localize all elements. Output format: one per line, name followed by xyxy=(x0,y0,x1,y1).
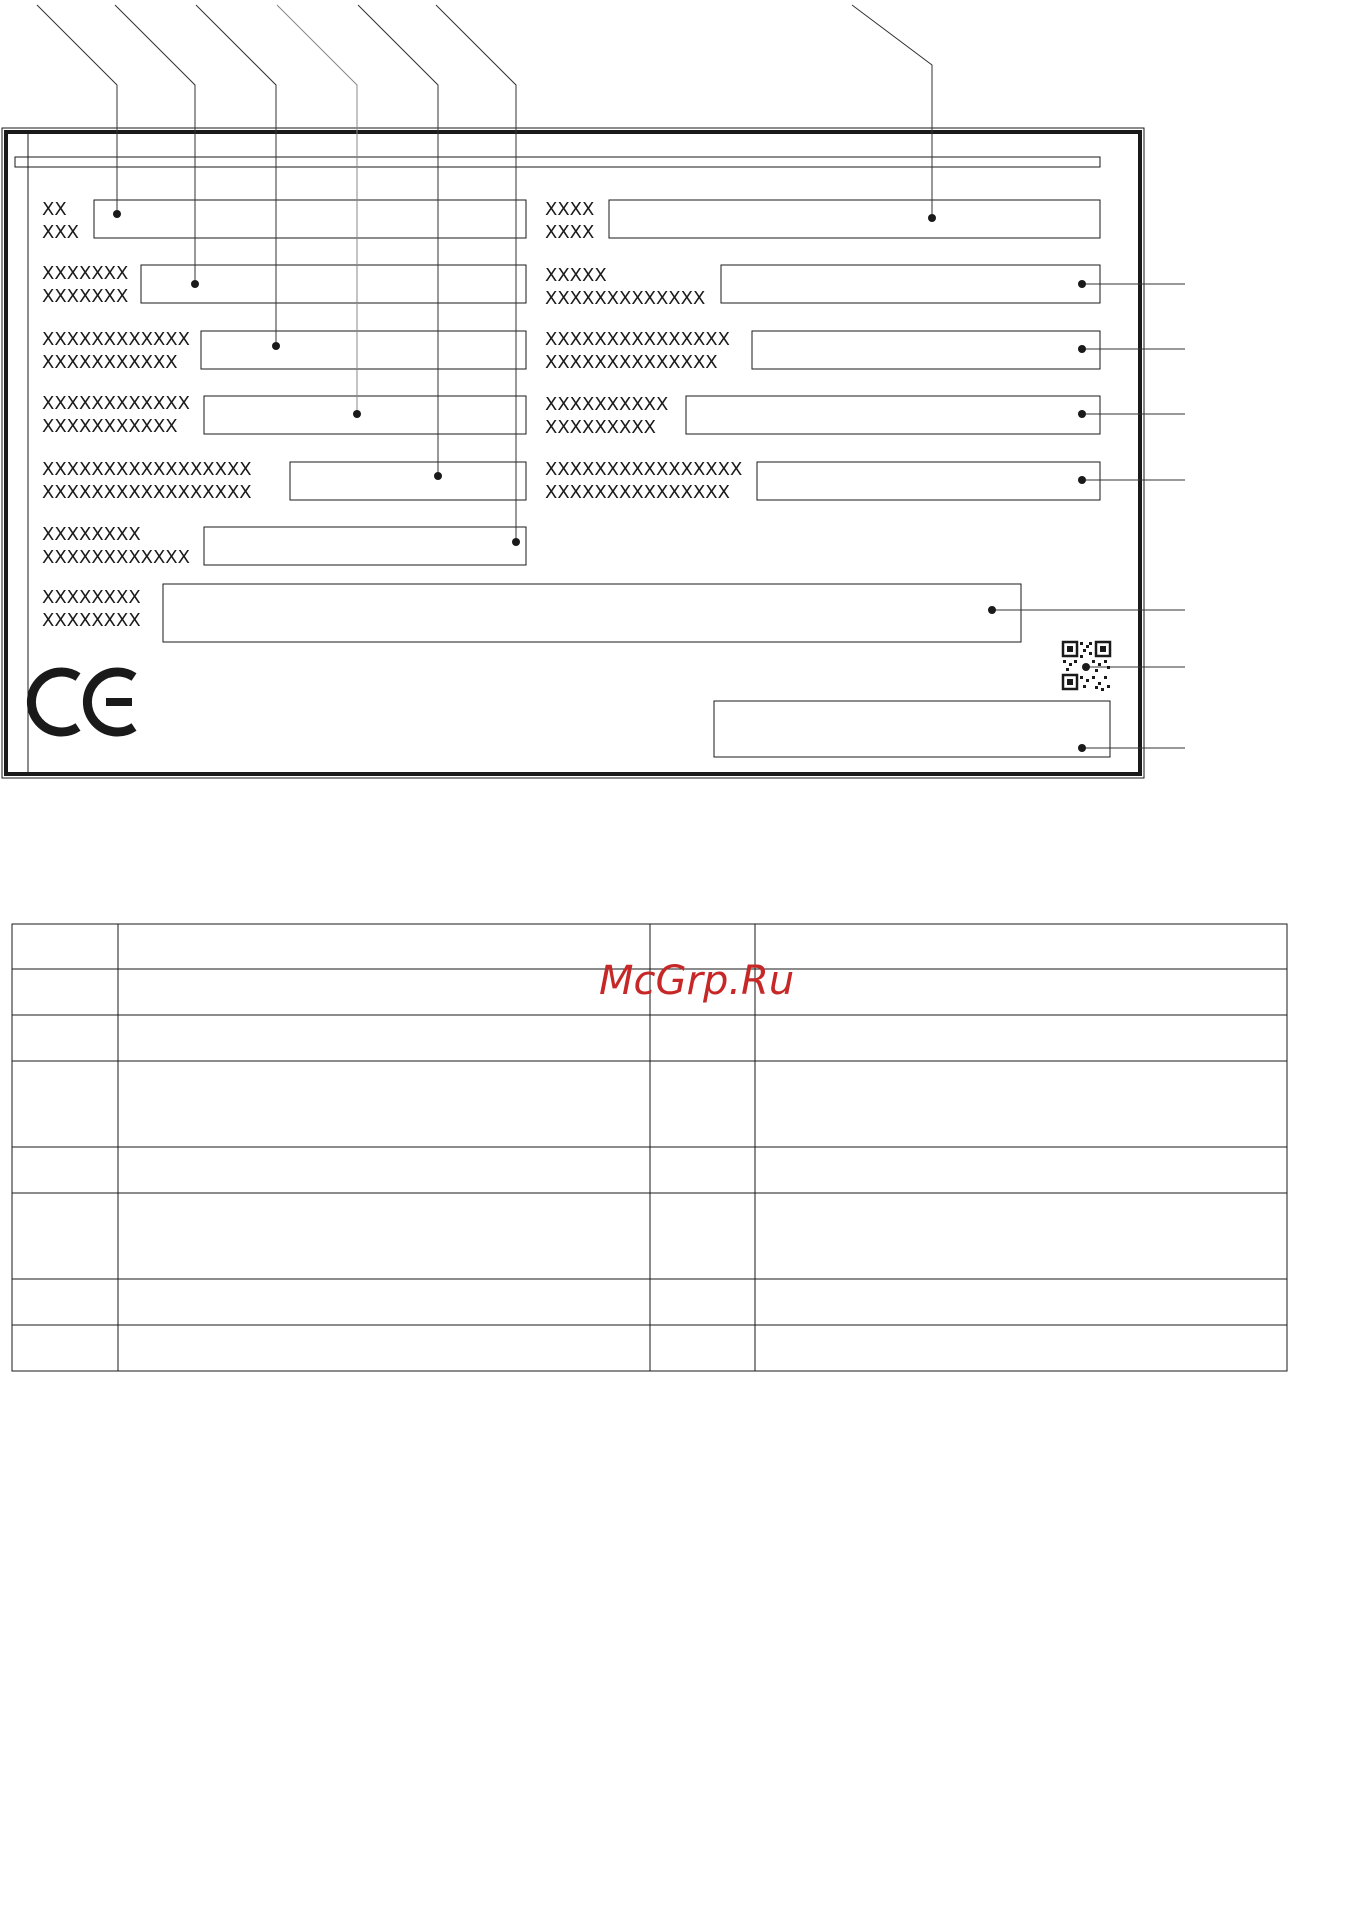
callout-dot-qr xyxy=(1082,663,1090,671)
field-label-f6-line2: XXXXXXXXXXXX xyxy=(42,547,190,568)
leader-line-f5 xyxy=(358,5,438,476)
field-label-f4-line2: XXXXXXXXXXX xyxy=(42,416,178,437)
field-label-f10-line2: XXXXXXXXXXXXXX xyxy=(545,352,718,373)
field-label-f5-line1: XXXXXXXXXXXXXXXXX xyxy=(42,459,252,480)
value-box-f3 xyxy=(201,331,526,369)
value-box-f10 xyxy=(752,331,1100,369)
field-label-f3-line2: XXXXXXXXXXX xyxy=(42,352,178,373)
field-label-f1-line2: XXX xyxy=(42,222,79,243)
ce-mark-c xyxy=(31,672,78,732)
callout-dot-f1 xyxy=(113,210,121,218)
field-label-f10-line1: XXXXXXXXXXXXXXX xyxy=(545,329,730,350)
callout-dot-f10 xyxy=(1078,345,1086,353)
callout-dot-f2 xyxy=(191,280,199,288)
left-field-labels xyxy=(42,199,252,631)
value-box-f8 xyxy=(609,200,1100,238)
field-label-f11-line2: XXXXXXXXX xyxy=(545,417,656,438)
value-box-serial xyxy=(714,701,1110,757)
leader-line-f8 xyxy=(852,5,932,218)
leader-line-f2 xyxy=(115,5,195,284)
field-label-f8-line1: XXXX xyxy=(545,199,595,220)
leader-line-f1 xyxy=(37,5,117,214)
callout-dot-f8 xyxy=(928,214,936,222)
value-box-f6 xyxy=(204,527,526,565)
field-label-f12-line1: XXXXXXXXXXXXXXXX xyxy=(545,459,743,480)
callout-dot-f6 xyxy=(512,538,520,546)
field-label-f4-line1: XXXXXXXXXXXX xyxy=(42,393,190,414)
leader-lines-right xyxy=(992,284,1185,748)
field-label-f3-line1: XXXXXXXXXXXX xyxy=(42,329,190,350)
field-label-f2-line1: XXXXXXX xyxy=(42,263,129,284)
callout-dot-f9 xyxy=(1078,280,1086,288)
ce-mark-logo xyxy=(31,672,134,732)
field-label-f7-line1: XXXXXXXX xyxy=(42,587,141,608)
field-label-f6-line1: XXXXXXXX xyxy=(42,524,141,545)
callout-dot-serial xyxy=(1078,744,1086,752)
callout-dot-f3 xyxy=(272,342,280,350)
leader-line-f3 xyxy=(196,5,276,346)
callout-dot-f4 xyxy=(353,410,361,418)
value-box-f1 xyxy=(94,200,526,238)
value-box-f4 xyxy=(204,396,526,434)
field-label-f9-line2: XXXXXXXXXXXXX xyxy=(545,288,706,309)
callout-dot-f12 xyxy=(1078,476,1086,484)
value-box-f9 xyxy=(721,265,1100,303)
value-box-f5 xyxy=(290,462,526,500)
callout-dot-f7 xyxy=(988,606,996,614)
right-field-labels xyxy=(545,199,742,503)
field-label-f9-line1: XXXXX xyxy=(545,265,607,286)
plate-header-strip xyxy=(15,157,1100,167)
callout-dot-f11 xyxy=(1078,410,1086,418)
field-label-f5-line2: XXXXXXXXXXXXXXXXX xyxy=(42,482,252,503)
field-label-f11-line1: XXXXXXXXXX xyxy=(545,394,669,415)
field-label-f7-line2: XXXXXXXX xyxy=(42,610,141,631)
leader-line-f4 xyxy=(277,5,357,414)
value-box-f12 xyxy=(757,462,1100,500)
value-box-f7 xyxy=(163,584,1021,642)
value-box-f11 xyxy=(686,396,1100,434)
watermark-text: McGrp.Ru xyxy=(599,958,795,1004)
field-label-f2-line2: XXXXXXX xyxy=(42,286,129,307)
callout-dot-f5 xyxy=(434,472,442,480)
leader-line-f6 xyxy=(436,5,516,542)
field-label-f1-line1: XX xyxy=(42,199,67,220)
field-label-f8-line2: XXXX xyxy=(545,222,595,243)
field-label-f12-line2: XXXXXXXXXXXXXXX xyxy=(545,482,730,503)
